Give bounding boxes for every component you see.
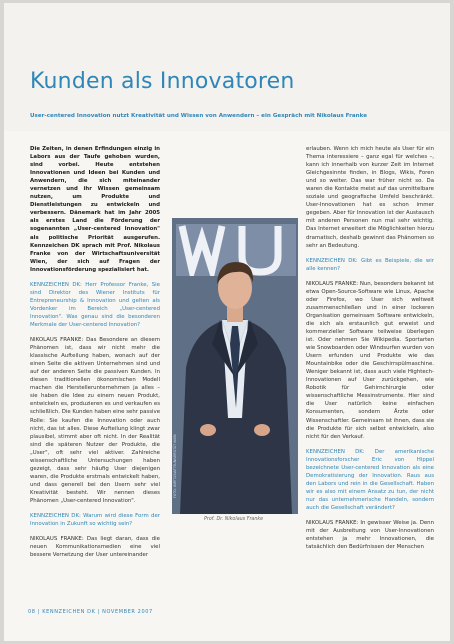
question-2: KENNZEICHEN DK: Warum wird diese Form der Innovation in Zukunft so wichtig sein? [30, 513, 160, 528]
article-subtitle: User-centered Innovation nutzt Kreativität und Wissen von Anwendern – ein Gespräch mit Nikolaus Franke [30, 113, 367, 119]
article-title: Kunden als Innovatoren [30, 69, 295, 94]
answer-3: NIKOLAUS FRANKE: Nun, besonders bekannt ist etwa Open-Source-Software wie Linux, Apache oder Firefox, wo User sich weltweit zusammenschließen und in einer lockeren Organisation gemeinsam Software entwickeln, die sich als erstaunlich gut erweist und kommerzieller Software teilweise überlegen ist. Oder nehmen Sie Wikipedia. Sportarten wie Snowboarden oder Windsurfen wurden von Usern erfunden und Produkte wie das Mountainbike oder die Geschirrspülmaschine. Weniger bekannt ist, dass auch viele Hightech-Innovationen auf User zurückgehen, wie Robotik für Gehirnchirurgie oder wissenschaftliche Messinstrumente. Hier sind die User natürlich keine einfachen Konsumenten, sondern Ärzte oder Wissenschaftler. Gemeinsam ist ihnen, dass sie die Produkte für sich selbst entwickeln, also nicht für den Verkauf. [306, 280, 434, 440]
question-4: KENNZEICHEN DK: Der amerikanische Innovationsforscher Eric von Hippel bezeichnete User-centered Innovation als eine Demokratisierung der Innovation. Raus aus den Labors und rein in die Gesellschaft. Haben wir es also mit einem Ansatz zu tun, der nicht nur das unternehmerische Handeln, sondern auch die Gesellschaft verändert? [306, 448, 434, 511]
question-1: KENNZEICHEN DK: Herr Professor Franke, Sie sind Direktor des Wiener Instituts für Entrepreneurship & Innovation und gelten als Vordenker im Bereich „User-centered Innovation". Was genau sind die besonderen Merkmale der User-centered Innovation? [30, 281, 160, 328]
answer-4: NIKOLAUS FRANKE: In gewisser Weise ja. Denn mit der Ausbreitung von User-Innovationen entstehen ja mehr Innovationen, die tatsächlich den Bedürfnissen der Menschen [306, 520, 434, 551]
header-band [4, 3, 450, 131]
answer-1: NIKOLAUS FRANKE: Das Besondere an diesem Phänomen ist, dass wir nicht mehr die klassische Aufteilung haben, wonach auf der einen Seite die aktiven Unternehmen sind und auf der anderen Seite die passiven Kunden. In diesen traditionellen ökonomischen Modell machen die Herstellerunternehmen ja alles – sie haben die Idee zu einem neuen Produkt, entwickeln es, produzieren es und verkaufen es schließlich. Die Kunden haben eine sehr passive Rolle: Sie kaufen die Innovation oder auch nicht, das ist alles. Diese Aufteilung klingt zwar plausibel, stimmt aber oft nicht. In der Realität sind die späteren Nutzer der Produkte, die „User", oft sehr viel aktiver. Zahlreiche wissenschaftliche Untersuchungen haben gezeigt, dass sehr häufig User diejenigen waren, die Produkte erstmals entwickelt haben, und dass generell bei den Usern sehr viel Kreativität besteht. Wir nennen dieses Phänomen „User-centered Innovation". [30, 337, 161, 504]
photo-caption: Prof. Dr. Nikolaus Franke [204, 517, 264, 522]
photo-credit: FOTO: WIRTSCHAFTSUNIVERSITÄT WIEN [173, 434, 177, 498]
page-footer: 08 | KENNZEICHEN DK | NOVEMBER 2007 [28, 609, 153, 615]
person-figure [172, 218, 298, 514]
question-3: KENNZEICHEN DK: Gibt es Beispiele, die wir alle kennen? [306, 257, 434, 272]
answer-2-continued: erlauben. Wenn ich mich heute als User für ein Thema interessiere – ganz egal für welches –, kann ich innerhalb von kurzer Zeit im Internet Gleichgesinnte finden, in Blogs, Wikis, Foren und so weiter. Das war früher nicht so. Da waren die Kontakte meist auf das unmittelbare soziale und geografische Umfeld beschränkt. User-Innovationen hat es schon immer gegeben. Aber für Innovation ist der Austausch mit anderen Personen nun mal sehr wichtig. Das Internet erweitert die Möglichkeiten hierzu dramatisch, deshalb gewinnt das Phänomen so sehr an Bedeutung. [306, 146, 434, 249]
column-left [30, 145, 160, 566]
column-right [306, 145, 434, 558]
magazine-page [4, 3, 450, 641]
portrait-photo [172, 218, 298, 514]
article-lead: Die Zeiten, in denen Erfindungen einzig in Labors aus der Taufe gehoben wurden, sind vorbei. Heute entstehen Innovationen und Ideen bei Kunden und Anwendern, die sich miteinander vernetzen und ihr Wissen gemeinsam nutzen, um Produkte und Dienstleistungen zu entwickeln und verbessern. Dänemark hat im Jahr 2005 als erstes Land die Förderung der sogenannten „User-centered Innovation" als politische Priorität ausgerufen. Kennzeichen DK sprach mit Prof. Nikolaus Franke von der Wirtschaftsuniversität Wien, der sich auf Fragen der Innovationsförderung spezialisiert hat. [30, 146, 160, 273]
answer-2-start: NIKOLAUS FRANKE: Das liegt daran, dass die neuen Kommunikationsmedien eine viel bessere Vernetzung der User untereinander [30, 536, 160, 559]
